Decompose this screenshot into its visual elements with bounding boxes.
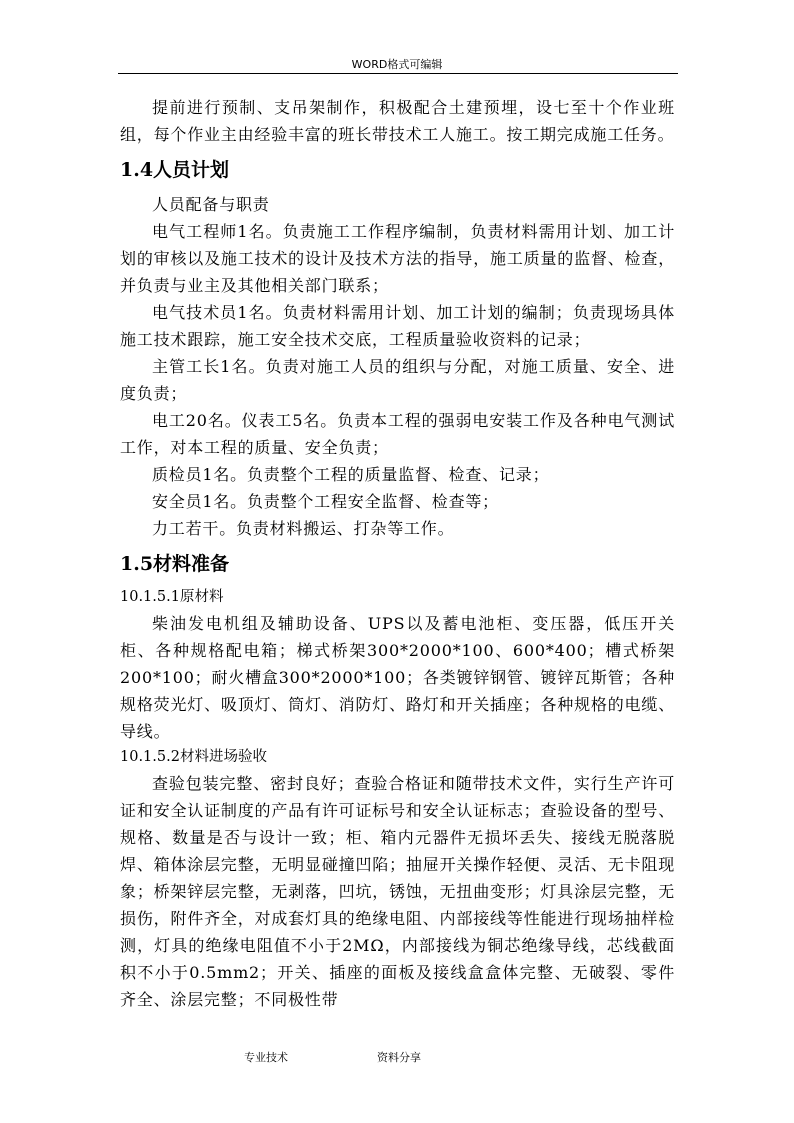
- heading-personnel-plan: 1.4人员计划: [120, 159, 230, 181]
- paragraph-foreman: 主管工长1名。负责对施工人员的组织与分配，对施工质量、安全、进度负责；: [120, 357, 675, 403]
- paragraph-safety-officer: 安全员1名。负责整个工程安全监督、检查等；: [152, 492, 499, 511]
- footer-right-text: 资料分享: [377, 1051, 421, 1064]
- subheading-material-acceptance: 10.1.5.2材料进场验收: [120, 749, 267, 765]
- paragraph-electricians: 电工20名。仪表工5名。负责本工程的强弱电安装工作及各种电气测试工作，对本工程的质量、安全负责；: [120, 411, 675, 457]
- paragraph-staffing-title: 人员配备与职责: [152, 195, 270, 214]
- paragraph-raw-materials: 柴油发电机组及辅助设备、UPS以及蓄电池柜、变压器，低压开关柜、各种规格配电箱；梯式桥架300*2000*100、600*400；槽式桥架200*100；耐火槽盒300*2000*100；各类镀锌钢管、镀锌瓦斯管；各种规格荧光灯、吸顶灯、筒灯、消防灯、路灯和开关插座；各种规格的电缆、导线。: [120, 614, 675, 741]
- paragraph-1: 提前进行预制、支吊架制作，积极配合土建预埋，设七至十个作业班组，每个作业主由经验丰富的班长带技术工人施工。按工期完成施工任务。: [120, 98, 675, 144]
- paragraph-electrical-engineer: 电气工程师1名。负责施工工作程序编制，负责材料需用计划、加工计划的审核以及施工技术的设计及技术方法的指导，施工质量的监督、检查，并负责与业主及其他相关部门联系；: [120, 222, 675, 295]
- paragraph-quality-inspector: 质检员1名。负责整个工程的质量监督、检查、记录；: [152, 465, 550, 484]
- header-rule: [118, 73, 678, 74]
- heading-material-preparation: 1.5材料准备: [120, 553, 230, 575]
- paragraph-material-acceptance: 查验包装完整、密封良好；查验合格证和随带技术文件，实行生产许可证和安全认证制度的产品有许可证标号和安全认证标志；查验设备的型号、规格、数量是否与设计一致；柜、箱内元器件无损坏丢失、接线无脱落脱焊、箱体涂层完整，无明显碰撞凹陷；抽屉开关操作轻便、灵活、无卡阻现象；桥架锌层完整，无剥落，凹坑，锈蚀，无扭曲变形；灯具涂层完整，无损伤，附件齐全，对成套灯具的绝缘电阻、内部接线等性能进行现场抽样检测，灯具的绝缘电阻值不小于2MΩ，内部接线为铜芯绝缘导线，芯线截面积不小于0.5mm2；开关、插座的面板及接线盒盒体完整、无破裂、零件齐全、涂层完整；不同极性带: [120, 774, 675, 1009]
- paragraph-laborers: 力工若干。负责材料搬运、打杂等工作。: [152, 519, 455, 538]
- footer-left-text: 专业技术: [244, 1051, 288, 1064]
- subheading-raw-materials: 10.1.5.1原材料: [120, 589, 224, 605]
- document-body: [120, 94, 675, 1013]
- paragraph-electrical-technician: 电气技术员1名。负责材料需用计划、加工计划的编制；负责现场具体施工技术跟踪，施工安全技术交底，工程质量验收资料的记录；: [120, 303, 675, 349]
- page-footer: [0, 1049, 794, 1069]
- page-header: WORD格式可编辑: [351, 58, 443, 71]
